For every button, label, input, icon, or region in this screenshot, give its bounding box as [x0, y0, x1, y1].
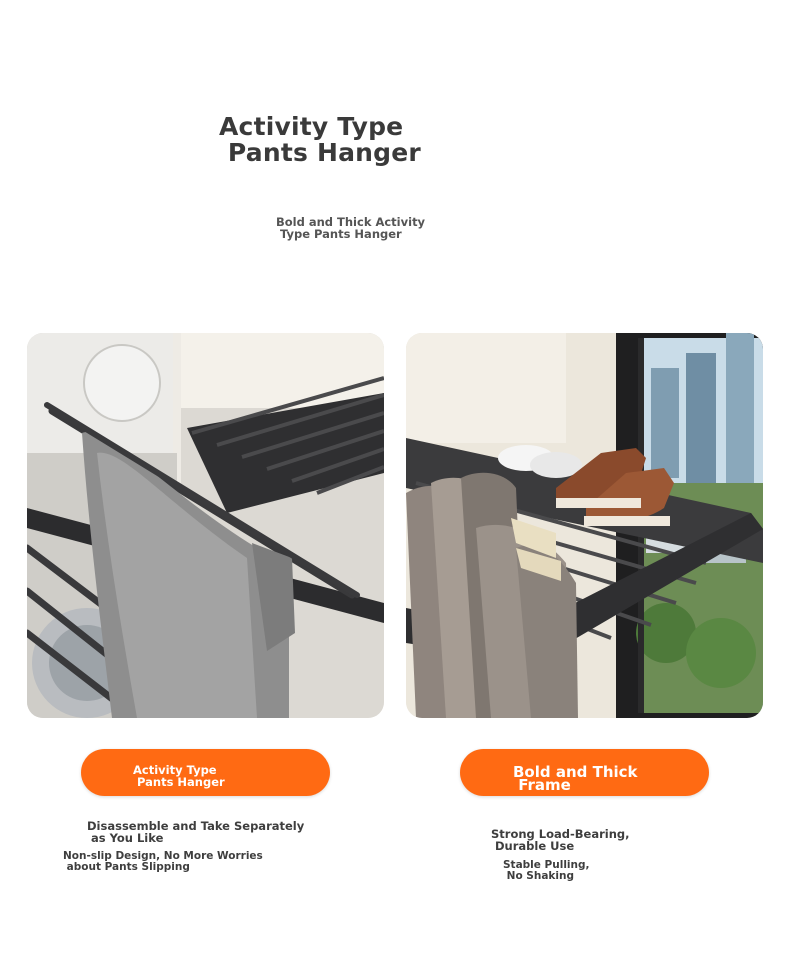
feature-label-badge [460, 749, 709, 796]
feature-label-badge [81, 749, 330, 796]
feature-point: Strong Load-Bearing, Durable Use [491, 827, 630, 853]
feature-point: Stable Pulling, No Shaking [503, 859, 590, 882]
product-photo-towel [27, 333, 384, 718]
page-title: Activity Type Pants Hanger [219, 112, 421, 167]
feature-label-text: Bold and Thick Frame [513, 763, 638, 794]
page-subtitle: Bold and Thick Activity Type Pants Hanger [276, 215, 426, 241]
product-photo-pants-and-shoes [406, 333, 763, 718]
feature-point: Disassemble and Take Separately as You Like [87, 819, 305, 845]
feature-point: Non-slip Design, No More Worries about Pants Slipping [63, 850, 263, 873]
feature-label-text: Activity Type Pants Hanger [133, 763, 225, 789]
